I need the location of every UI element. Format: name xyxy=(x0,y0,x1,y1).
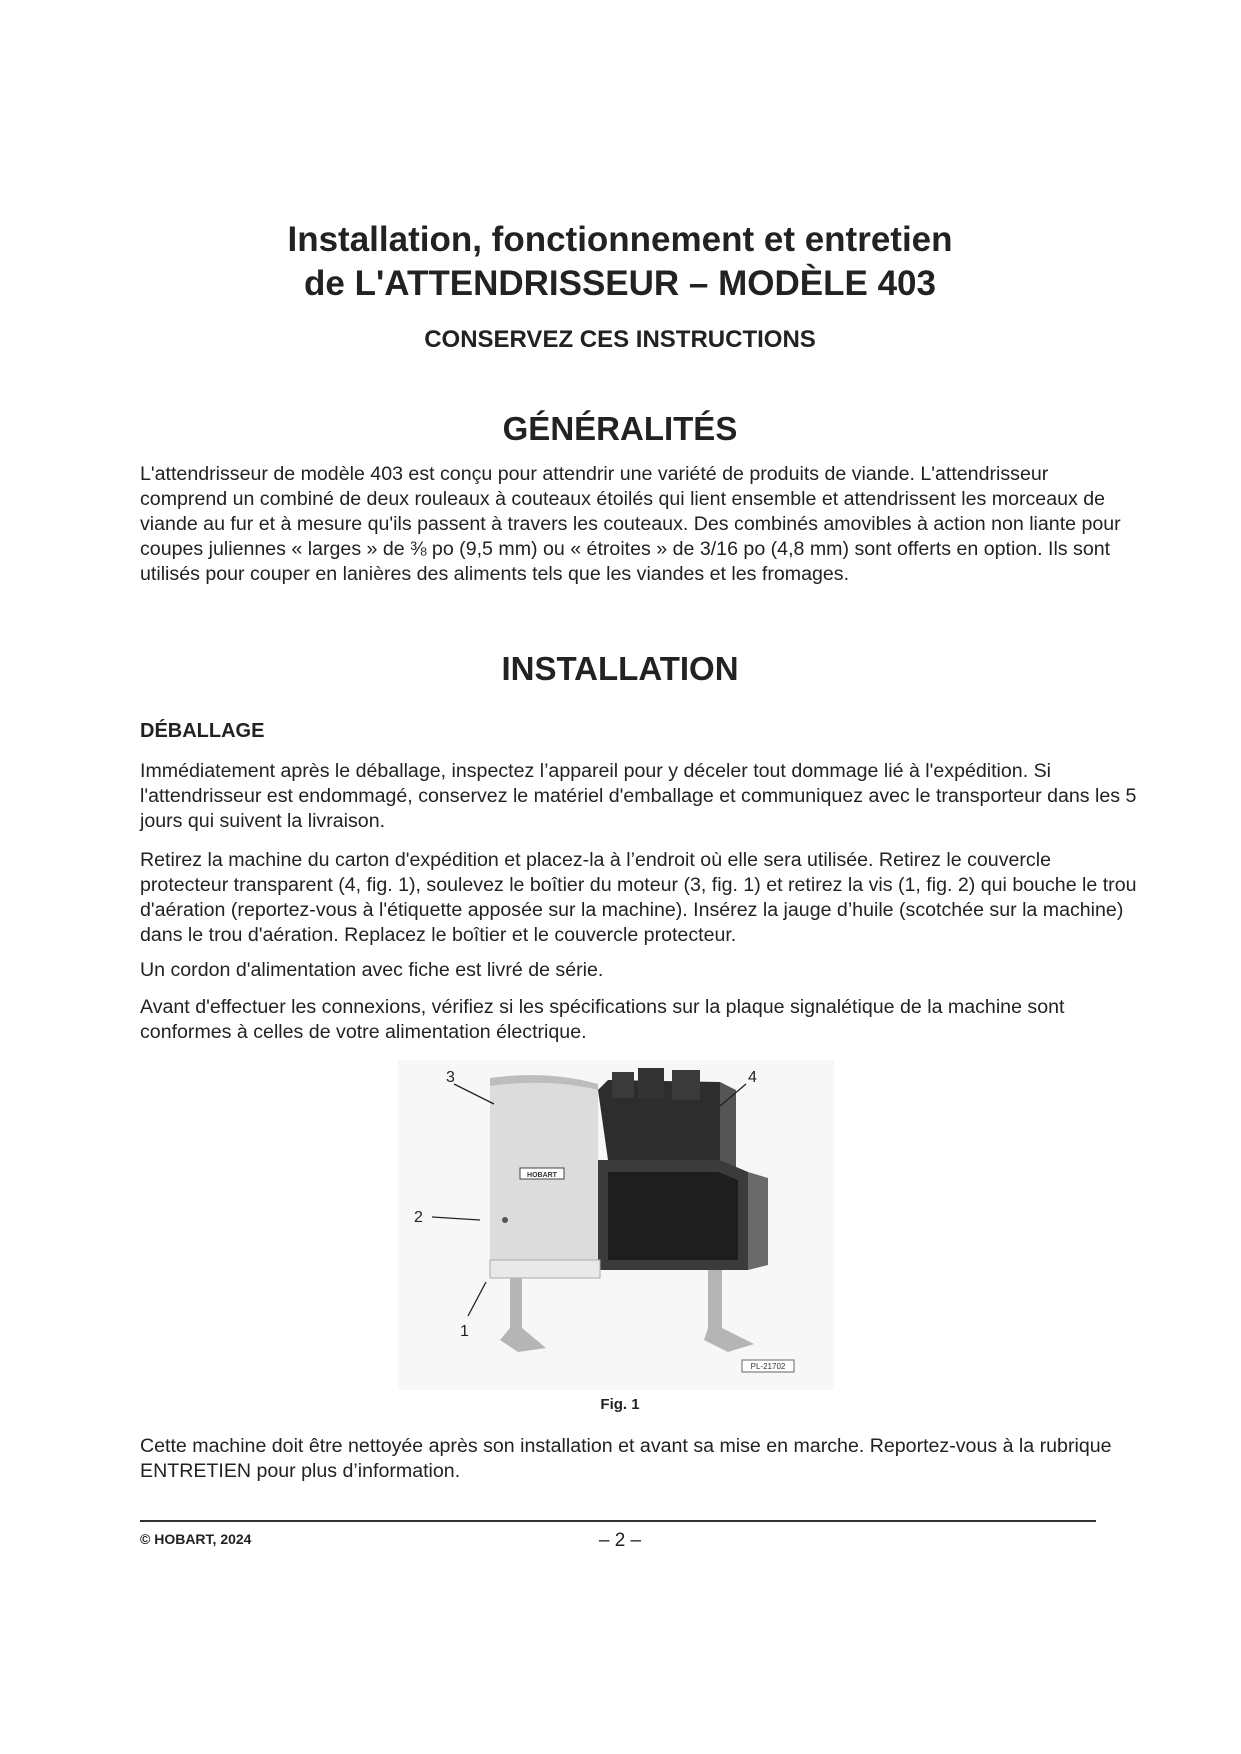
installation-paragraph-3: Un cordon d'alimentation avec fiche est livré de série. xyxy=(140,959,604,981)
footer-copyright: © HOBART, 2024 xyxy=(140,1531,252,1547)
document-title-line-2: de L'ATTENDRISSEUR – MODÈLE 403 xyxy=(304,264,936,303)
document-title-line-1: Installation, fonctionnement et entretien xyxy=(287,220,953,259)
hobart-brand-plate: HOBART xyxy=(527,1172,557,1179)
subheading-deballage: DÉBALLAGE xyxy=(140,720,265,742)
callout-3: 3 xyxy=(446,1069,455,1086)
footer-divider xyxy=(140,1520,1096,1522)
installation-closing-paragraph: Cette machine doit être nettoyée après son installation et avant sa mise en marche. Reportez-vous à la rubrique ENTRETIEN pour plus d’information. xyxy=(140,1435,1112,1482)
part-number-label: PL-21702 xyxy=(750,1362,786,1371)
callout-2: 2 xyxy=(414,1209,423,1226)
installation-paragraph-4: Avant d'effectuer les connexions, vérifiez si les spécifications sur la plaque signalétique de la machine sont conformes à celles de votre alimentation électrique. xyxy=(140,996,1065,1043)
page-number: – 2 – xyxy=(598,1530,642,1551)
generalites-paragraph: L'attendrisseur de modèle 403 est conçu pour attendrir une variété de produits de viande. L'attendrisseur comprend un combiné de deux rouleaux à couteaux étoilés qui lient ensemble et attendrissent les morceaux de viande au fur et à mesure qu'ils passent à travers les couteaux. Des combinés amovibles à action non liante pour coupes juliennes « larges » de ⅜ po (9,5 mm) ou « étroites » de 3/16 po (4,8 mm) sont offerts en option. Ils sont utilisés pour couper en lanières des aliments tels que les viandes et les fromages. xyxy=(140,463,1121,585)
callout-4: 4 xyxy=(748,1069,757,1086)
section-heading-generalites: GÉNÉRALITÉS xyxy=(502,410,738,447)
figure-caption: Fig. 1 xyxy=(600,1396,640,1413)
callout-1: 1 xyxy=(460,1323,469,1340)
document-subtitle: CONSERVEZ CES INSTRUCTIONS xyxy=(424,326,816,353)
section-heading-installation: INSTALLATION xyxy=(501,650,739,687)
installation-paragraph-1: Immédiatement après le déballage, inspectez l’appareil pour y déceler tout dommage lié à l'expédition. Si l'attendrisseur est endommagé, conservez le matériel d'emballage et communiquez avec le transporteur dans les 5 jours qui suivent la livraison. xyxy=(140,760,1137,832)
installation-paragraph-2: Retirez la machine du carton d'expédition et placez-la à l’endroit où elle sera utilisée. Retirez le couvercle protecteur transparent (4, fig. 1), soulevez le boîtier du moteur (3, fig. 1) et retirez la vis (1, fig. 2) qui bouche le trou d'aération (reportez-vous à l'étiquette apposée sur la machine). Insérez la jauge d’huile (scotchée sur la machine) dans le trou d'aération. Replacez le boîtier et le couvercle protecteur. xyxy=(140,849,1137,946)
figure-1-tenderizer-illustration xyxy=(398,1060,834,1390)
